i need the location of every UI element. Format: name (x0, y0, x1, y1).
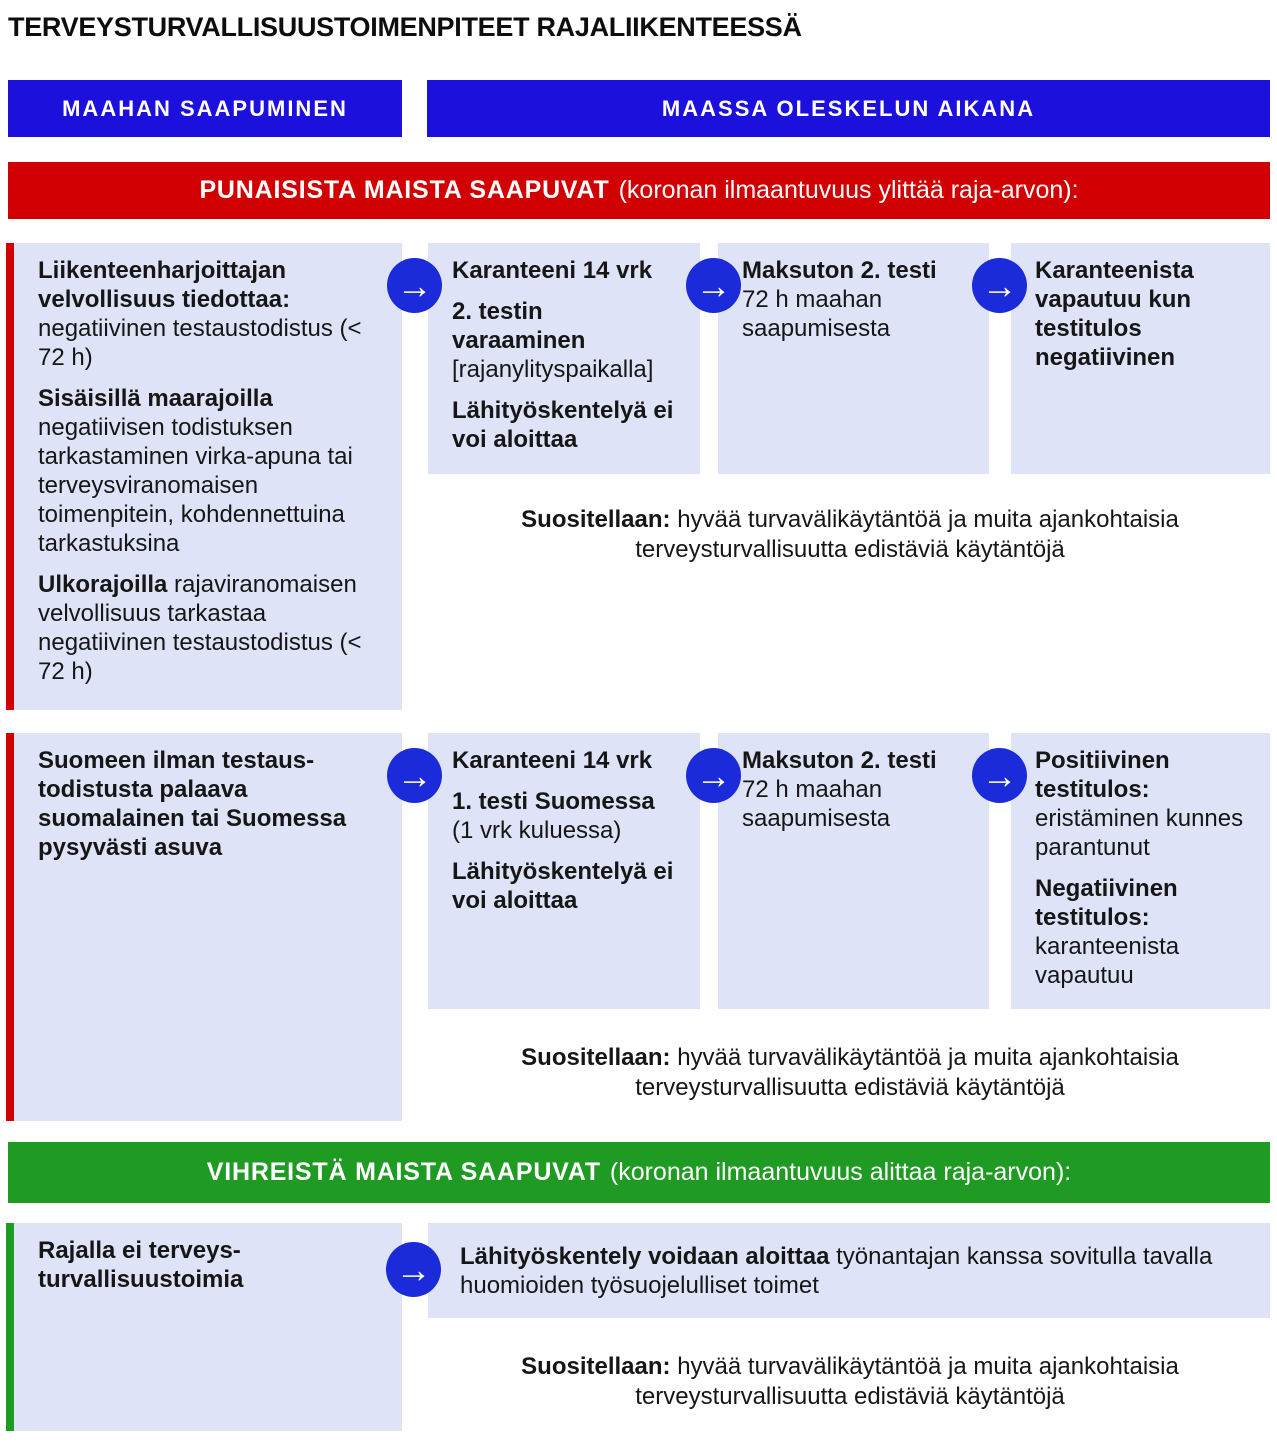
red-row1-entry-box (14, 243, 402, 710)
step-paragraph: Negatiivinen testitulos: karanteenista vapautuu (1035, 875, 1180, 989)
step-paragraph: Lähityöskentelyä ei voi aloittaa (452, 858, 674, 914)
red-section-banner (8, 162, 1270, 219)
red-row1-step2-box (718, 243, 989, 474)
red-row2-step1-box (428, 733, 700, 1009)
arrow-right-icon (686, 748, 741, 803)
recommendation-note-3: Suositellaan: hyvää turvavälikäytäntöä ja muita ajankohtaisia terveysturvallisuutta edistäviä käytäntöjä (521, 1353, 1179, 1410)
header-bar-during-stay (427, 80, 1270, 137)
step-paragraph: 1. testi Suomessa (1 vrk kuluessa) (452, 788, 655, 844)
step-paragraph: Karanteenista vapautuu kun testitulos negatiivinen (1035, 257, 1194, 371)
arrow-glyph: → (396, 264, 433, 306)
step-paragraph: Maksuton 2. testi 72 h maahan saapumisesta (742, 747, 937, 832)
green-banner-subtitle: (koronan ilmaantuvuus alittaa raja-arvon): (609, 1158, 1072, 1186)
arrow-glyph: → (981, 754, 1018, 796)
red-row2-step2-box (718, 733, 989, 1009)
red-row1-step1-box (428, 243, 700, 474)
arrow-glyph: → (695, 264, 732, 306)
red-row1-step3-box (1011, 243, 1270, 474)
arrow-right-icon (387, 258, 442, 313)
red-row2-entry-box (14, 733, 402, 1121)
header-bar-arrival (8, 80, 402, 137)
arrow-right-icon (386, 1242, 441, 1297)
step-paragraph: 2. testin varaaminen [rajanylityspaikalla] (452, 298, 654, 383)
arrow-glyph: → (396, 754, 433, 796)
page-title: TERVEYSTURVALLISUUSTOIMENPITEET RAJALIIKENTEESSÄ (8, 12, 802, 42)
arrow-glyph: → (695, 754, 732, 796)
header-bar-during-stay-label: MAASSA OLESKELUN AIKANA (661, 95, 1036, 121)
arrow-glyph: → (395, 1248, 432, 1290)
step-paragraph: Lähityöskentelyä ei voi aloittaa (452, 397, 674, 453)
step-paragraph: Karanteeni 14 vrk (452, 257, 653, 284)
red-row2-step3-box (1011, 733, 1270, 1009)
entry-paragraph: Ulkorajoilla rajaviranomaisen velvollisuus tarkastaa negatiivinen testaustodistus (< 72 h) (38, 571, 362, 685)
arrow-glyph: → (981, 264, 1018, 306)
step-paragraph: Karanteeni 14 vrk (452, 747, 653, 774)
arrow-right-icon (972, 258, 1027, 313)
entry-paragraph: Sisäisillä maarajoilla negatiivisen todistuksen tarkastaminen virka-apuna tai terveysviranomaisen toimenpitein, kohdennettuina tarkastuksina (38, 385, 353, 557)
green-accent-stripe (6, 1223, 14, 1431)
step-paragraph: Maksuton 2. testi 72 h maahan saapumisesta (742, 257, 937, 342)
red-banner-title: PUNAISISTA MAISTA SAAPUVAT (199, 176, 610, 204)
green-entry-box (14, 1223, 402, 1431)
red-accent-stripe-row1 (6, 243, 14, 710)
recommendation-note-2: Suositellaan: hyvää turvavälikäytäntöä ja muita ajankohtaisia terveysturvallisuutta edistäviä käytäntöjä (521, 1044, 1179, 1101)
recommendation-note-1: Suositellaan: hyvää turvavälikäytäntöä ja muita ajankohtaisia terveysturvallisuutta edistäviä käytäntöjä (521, 506, 1179, 563)
red-accent-stripe-row2 (6, 733, 14, 1121)
red-banner-subtitle: (koronan ilmaantuvuus ylittää raja-arvon): (618, 176, 1079, 204)
arrow-right-icon (686, 258, 741, 313)
arrow-right-icon (387, 748, 442, 803)
step-paragraph: Lähityöskentely voidaan aloittaa työnantajan kanssa sovitulla tavalla huomioiden työsuojelulliset toimet (460, 1242, 1213, 1299)
green-section-banner (8, 1142, 1270, 1203)
header-bar-arrival-label: MAAHAN SAAPUMINEN (62, 95, 348, 121)
entry-paragraph: Rajalla ei terveys-turvallisuustoimia (38, 1237, 244, 1293)
green-step1-box (428, 1223, 1270, 1318)
green-banner-title: VIHREISTÄ MAISTA SAAPUVAT (206, 1158, 601, 1186)
arrow-right-icon (972, 748, 1027, 803)
step-paragraph: Positiivinen testitulos: eristäminen kunnes parantunut (1035, 747, 1244, 861)
entry-paragraph: Suomeen ilman testaus-todistusta palaava suomalainen tai Suomessa pysyvästi asuva (38, 747, 347, 861)
entry-paragraph: Liikenteenharjoittajan velvollisuus tiedottaa: negatiivinen testaustodistus (< 72 h) (38, 257, 362, 371)
